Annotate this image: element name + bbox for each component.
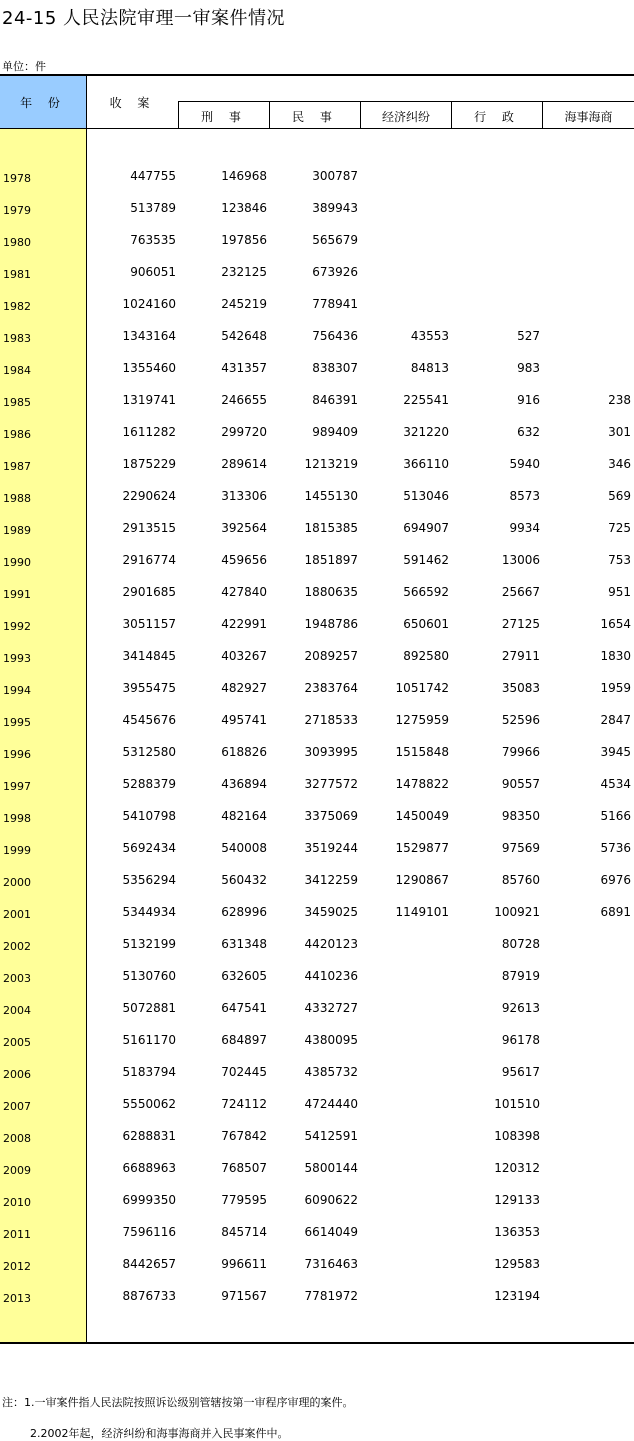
cell-civil: 4380095: [304, 1033, 358, 1047]
cell-year: 1998: [3, 812, 31, 825]
cell-civil: 3093995: [304, 745, 358, 759]
header-admin: 行 政: [474, 110, 520, 124]
cell-civil: 2089257: [304, 649, 358, 663]
table-row: [0, 1057, 634, 1089]
table-row: [0, 673, 634, 705]
cell-total: 5183794: [122, 1065, 176, 1079]
cell-maritime: 6976: [600, 873, 631, 887]
table-row: [0, 641, 634, 673]
cell-year: 1982: [3, 300, 31, 313]
table-row: [0, 929, 634, 961]
table-row: [0, 1121, 634, 1153]
cell-criminal: 232125: [221, 265, 267, 279]
cell-year: 1983: [3, 332, 31, 345]
cell-civil: 3277572: [304, 777, 358, 791]
cell-total: 1875229: [122, 457, 176, 471]
cell-criminal: 702445: [221, 1065, 267, 1079]
cell-admin: 27911: [501, 649, 540, 663]
cell-total: 6288831: [122, 1129, 176, 1143]
cell-year: 1990: [3, 556, 31, 569]
cell-year: 1993: [3, 652, 31, 665]
cell-civil: 2718533: [304, 713, 358, 727]
cell-criminal: 767842: [221, 1129, 267, 1143]
cell-total: 3051157: [122, 617, 176, 631]
cell-civil: 1880635: [304, 585, 358, 599]
cell-criminal: 422991: [221, 617, 267, 631]
cell-admin: 129133: [494, 1193, 540, 1207]
header-subrule: [178, 101, 634, 102]
cell-total: 5312580: [122, 745, 176, 759]
cell-criminal: 482164: [221, 809, 267, 823]
cell-admin: 632: [517, 425, 540, 439]
cell-civil: 565679: [312, 233, 358, 247]
table-row: [0, 961, 634, 993]
cell-criminal: 618826: [221, 745, 267, 759]
cell-maritime: 6891: [600, 905, 631, 919]
cell-total: 2901685: [122, 585, 176, 599]
cell-admin: 101510: [494, 1097, 540, 1111]
cell-year: 2001: [3, 908, 31, 921]
cell-year: 1980: [3, 236, 31, 249]
cell-total: 763535: [130, 233, 176, 247]
cell-criminal: 245219: [221, 297, 267, 311]
cell-civil: 4332727: [304, 1001, 358, 1015]
cell-criminal: 996611: [221, 1257, 267, 1271]
cell-criminal: 427840: [221, 585, 267, 599]
header-economic: 经济纠纷: [381, 110, 430, 124]
cell-year: 2010: [3, 1196, 31, 1209]
cell-admin: 90557: [501, 777, 540, 791]
cell-total: 3414845: [122, 649, 176, 663]
cell-civil: 3519244: [304, 841, 358, 855]
cell-total: 447755: [130, 169, 176, 183]
cell-total: 2916774: [122, 553, 176, 567]
cell-year: 2007: [3, 1100, 31, 1113]
cell-year: 1999: [3, 844, 31, 857]
cell-criminal: 482927: [221, 681, 267, 695]
cell-admin: 25667: [501, 585, 540, 599]
cell-economic: 366110: [403, 457, 449, 471]
cell-criminal: 845714: [221, 1225, 267, 1239]
cell-year: 2013: [3, 1292, 31, 1305]
cell-civil: 4420123: [304, 937, 358, 951]
table-row: [0, 865, 634, 897]
cell-civil: 3375069: [304, 809, 358, 823]
cell-total: 3955475: [122, 681, 176, 695]
cell-admin: 100921: [494, 905, 540, 919]
header-bottom-rule: [0, 128, 634, 129]
cell-criminal: 779595: [221, 1193, 267, 1207]
cell-civil: 4724440: [304, 1097, 358, 1111]
cell-total: 5132199: [122, 937, 176, 951]
cell-admin: 9934: [509, 521, 540, 535]
table-header: [0, 76, 634, 128]
cell-year: 1979: [3, 204, 31, 217]
cell-admin: 983: [517, 361, 540, 375]
header-total: 收 案: [109, 96, 156, 110]
cell-maritime: 2847: [600, 713, 631, 727]
table-row: [0, 417, 634, 449]
footnote-2: 2.2002年起，经济纠纷和海事海商并入民事案件中。: [30, 1427, 289, 1440]
cell-admin: 129583: [494, 1257, 540, 1271]
header-divider: [360, 101, 361, 128]
cell-criminal: 436894: [221, 777, 267, 791]
cell-year: 2011: [3, 1228, 31, 1241]
header-divider: [269, 101, 270, 128]
cell-civil: 7316463: [304, 1257, 358, 1271]
cell-criminal: 431357: [221, 361, 267, 375]
cell-year: 1978: [3, 172, 31, 185]
cell-civil: 3459025: [304, 905, 358, 919]
cell-criminal: 647541: [221, 1001, 267, 1015]
cell-year: 2003: [3, 972, 31, 985]
cell-year: 2009: [3, 1164, 31, 1177]
table-row: [0, 609, 634, 641]
cell-economic: 1275959: [395, 713, 449, 727]
cell-maritime: 753: [608, 553, 631, 567]
cell-civil: 2383764: [304, 681, 358, 695]
cell-economic: 892580: [403, 649, 449, 663]
cell-year: 1996: [3, 748, 31, 761]
header-civil: 民 事: [292, 110, 338, 124]
cell-year: 2005: [3, 1036, 31, 1049]
cell-admin: 108398: [494, 1129, 540, 1143]
table-row: [0, 1249, 634, 1281]
cell-civil: 389943: [312, 201, 358, 215]
table-row: [0, 1089, 634, 1121]
header-divider: [178, 101, 179, 128]
cell-year: 1995: [3, 716, 31, 729]
cell-criminal: 392564: [221, 521, 267, 535]
cell-criminal: 542648: [221, 329, 267, 343]
cell-civil: 4410236: [304, 969, 358, 983]
header-divider: [451, 101, 452, 128]
unit-label: 单位：件: [2, 60, 46, 73]
cell-civil: 1213219: [304, 457, 358, 471]
table-row: [0, 1153, 634, 1185]
cell-year: 2008: [3, 1132, 31, 1145]
cell-admin: 79966: [501, 745, 540, 759]
cell-total: 1611282: [122, 425, 176, 439]
table-row: [0, 737, 634, 769]
table-row: [0, 193, 634, 225]
table-row: [0, 321, 634, 353]
cell-maritime: 346: [608, 457, 631, 471]
cell-admin: 52596: [501, 713, 540, 727]
cell-admin: 87919: [501, 969, 540, 983]
cell-total: 4545676: [122, 713, 176, 727]
cell-year: 1984: [3, 364, 31, 377]
cell-economic: 1149101: [395, 905, 449, 919]
table-row: [0, 449, 634, 481]
cell-total: 5550062: [122, 1097, 176, 1111]
cell-year: 2000: [3, 876, 31, 889]
cell-economic: 1478822: [395, 777, 449, 791]
cell-civil: 673926: [312, 265, 358, 279]
cell-criminal: 289614: [221, 457, 267, 471]
cell-admin: 96178: [501, 1033, 540, 1047]
cell-civil: 846391: [312, 393, 358, 407]
cell-year: 1989: [3, 524, 31, 537]
header-year: 年 份: [20, 96, 66, 110]
cell-year: 1992: [3, 620, 31, 633]
cell-total: 6999350: [122, 1193, 176, 1207]
cell-admin: 120312: [494, 1161, 540, 1175]
cell-civil: 778941: [312, 297, 358, 311]
cell-total: 5130760: [122, 969, 176, 983]
cell-maritime: 301: [608, 425, 631, 439]
table-row: [0, 1217, 634, 1249]
cell-total: 513789: [130, 201, 176, 215]
cell-economic: 1450049: [395, 809, 449, 823]
cell-economic: 1290867: [395, 873, 449, 887]
cell-civil: 300787: [312, 169, 358, 183]
cell-criminal: 631348: [221, 937, 267, 951]
table-row: [0, 161, 634, 193]
header-criminal: 刑 事: [201, 110, 247, 124]
cell-total: 8876733: [122, 1289, 176, 1303]
cell-maritime: 1830: [600, 649, 631, 663]
cell-admin: 35083: [501, 681, 540, 695]
header-divider: [86, 76, 87, 128]
cell-year: 2004: [3, 1004, 31, 1017]
cell-economic: 1051742: [395, 681, 449, 695]
cell-total: 6688963: [122, 1161, 176, 1175]
cell-admin: 136353: [494, 1225, 540, 1239]
cell-maritime: 951: [608, 585, 631, 599]
cell-year: 1988: [3, 492, 31, 505]
cell-year: 1985: [3, 396, 31, 409]
table-row: [0, 769, 634, 801]
table-row: [0, 545, 634, 577]
cell-criminal: 246655: [221, 393, 267, 407]
table-row: [0, 289, 634, 321]
cell-economic: 84813: [410, 361, 449, 375]
cell-total: 1355460: [122, 361, 176, 375]
cell-maritime: 725: [608, 521, 631, 535]
cell-criminal: 540008: [221, 841, 267, 855]
cell-criminal: 971567: [221, 1289, 267, 1303]
cell-maritime: 3945: [600, 745, 631, 759]
cell-criminal: 146968: [221, 169, 267, 183]
cell-admin: 8573: [509, 489, 540, 503]
cell-year: 1987: [3, 460, 31, 473]
cell-total: 2913515: [122, 521, 176, 535]
cell-economic: 225541: [403, 393, 449, 407]
cell-total: 1343164: [122, 329, 176, 343]
cell-year: 2002: [3, 940, 31, 953]
cell-economic: 513046: [403, 489, 449, 503]
cell-admin: 5940: [509, 457, 540, 471]
cell-civil: 6614049: [304, 1225, 358, 1239]
cell-year: 1986: [3, 428, 31, 441]
cell-total: 5692434: [122, 841, 176, 855]
cell-economic: 1515848: [395, 745, 449, 759]
table-row: [0, 257, 634, 289]
cell-maritime: 1654: [600, 617, 631, 631]
cell-criminal: 632605: [221, 969, 267, 983]
cell-maritime: 5166: [600, 809, 631, 823]
table-title: 24-15 人民法院审理一审案件情况: [2, 8, 286, 29]
cell-total: 8442657: [122, 1257, 176, 1271]
cell-criminal: 313306: [221, 489, 267, 503]
table-row: [0, 513, 634, 545]
cell-maritime: 1959: [600, 681, 631, 695]
cell-total: 5161170: [122, 1033, 176, 1047]
cell-total: 906051: [130, 265, 176, 279]
cell-total: 2290624: [122, 489, 176, 503]
cell-civil: 5412591: [304, 1129, 358, 1143]
cell-civil: 4385732: [304, 1065, 358, 1079]
cell-criminal: 403267: [221, 649, 267, 663]
cell-economic: 694907: [403, 521, 449, 535]
cell-maritime: 4534: [600, 777, 631, 791]
table-row: [0, 1185, 634, 1217]
table-row: [0, 897, 634, 929]
cell-total: 7596116: [122, 1225, 176, 1239]
cell-total: 5072881: [122, 1001, 176, 1015]
cell-economic: 591462: [403, 553, 449, 567]
cell-admin: 95617: [501, 1065, 540, 1079]
cell-admin: 98350: [501, 809, 540, 823]
cell-civil: 1851897: [304, 553, 358, 567]
cell-admin: 916: [517, 393, 540, 407]
cell-economic: 566592: [403, 585, 449, 599]
cell-year: 1981: [3, 268, 31, 281]
cell-criminal: 684897: [221, 1033, 267, 1047]
cell-admin: 27125: [501, 617, 540, 631]
cell-admin: 85760: [501, 873, 540, 887]
table-row: [0, 481, 634, 513]
cell-year: 1994: [3, 684, 31, 697]
table-row: [0, 353, 634, 385]
table-row: [0, 1025, 634, 1057]
cell-civil: 989409: [312, 425, 358, 439]
cell-civil: 1948786: [304, 617, 358, 631]
cell-economic: 43553: [410, 329, 449, 343]
cell-economic: 650601: [403, 617, 449, 631]
cell-total: 5356294: [122, 873, 176, 887]
cell-year: 1997: [3, 780, 31, 793]
table-row: [0, 225, 634, 257]
cell-admin: 97569: [501, 841, 540, 855]
table-body: [0, 161, 634, 1313]
cell-civil: 1815385: [304, 521, 358, 535]
cell-civil: 756436: [312, 329, 358, 343]
cell-admin: 123194: [494, 1289, 540, 1303]
cell-economic: 1529877: [395, 841, 449, 855]
cell-admin: 80728: [501, 937, 540, 951]
table-row: [0, 1281, 634, 1313]
cell-criminal: 495741: [221, 713, 267, 727]
cell-civil: 7781972: [304, 1289, 358, 1303]
cell-civil: 838307: [312, 361, 358, 375]
table-row: [0, 993, 634, 1025]
cell-total: 5344934: [122, 905, 176, 919]
cell-year: 1991: [3, 588, 31, 601]
table-row: [0, 385, 634, 417]
cell-maritime: 238: [608, 393, 631, 407]
cell-criminal: 560432: [221, 873, 267, 887]
cell-criminal: 123846: [221, 201, 267, 215]
cell-criminal: 628996: [221, 905, 267, 919]
cell-civil: 5800144: [304, 1161, 358, 1175]
table-row: [0, 577, 634, 609]
footnote-1: 注：1.一审案件指人民法院按照诉讼级别管辖按第一审程序审理的案件。: [2, 1396, 354, 1409]
cell-maritime: 569: [608, 489, 631, 503]
cell-criminal: 768507: [221, 1161, 267, 1175]
cell-criminal: 724112: [221, 1097, 267, 1111]
cell-maritime: 5736: [600, 841, 631, 855]
bottom-rule: [0, 1342, 634, 1344]
cell-criminal: 197856: [221, 233, 267, 247]
cell-criminal: 299720: [221, 425, 267, 439]
table-row: [0, 705, 634, 737]
cell-total: 1024160: [122, 297, 176, 311]
cell-year: 2012: [3, 1260, 31, 1273]
cell-civil: 6090622: [304, 1193, 358, 1207]
cell-total: 5288379: [122, 777, 176, 791]
cell-admin: 92613: [501, 1001, 540, 1015]
cell-civil: 3412259: [304, 873, 358, 887]
cell-admin: 527: [517, 329, 540, 343]
table-row: [0, 801, 634, 833]
header-divider: [542, 101, 543, 128]
cell-economic: 321220: [403, 425, 449, 439]
header-maritime: 海事海商: [564, 110, 613, 124]
cell-year: 2006: [3, 1068, 31, 1081]
cell-total: 1319741: [122, 393, 176, 407]
cell-civil: 1455130: [304, 489, 358, 503]
cell-total: 5410798: [122, 809, 176, 823]
table-row: [0, 833, 634, 865]
cell-admin: 13006: [501, 553, 540, 567]
cell-criminal: 459656: [221, 553, 267, 567]
